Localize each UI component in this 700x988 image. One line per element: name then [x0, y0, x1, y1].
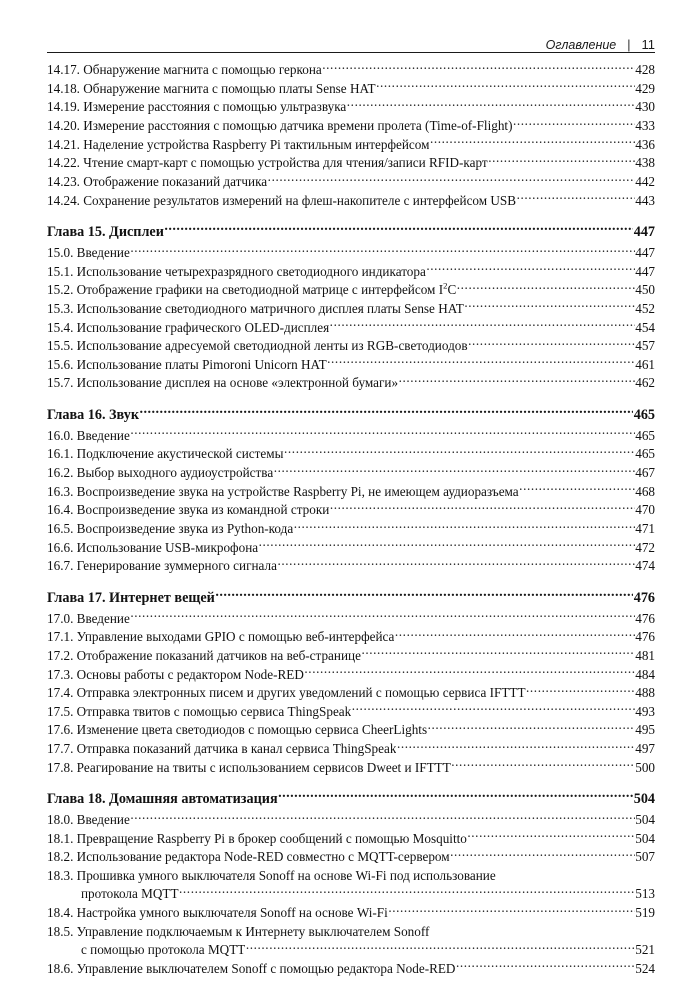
toc-entry-label-line2: с помощью протокола MQTT [81, 942, 246, 958]
toc-dot-leader [464, 300, 634, 313]
toc-entry-label: Глава 16. Звук [47, 407, 139, 424]
toc-entry-label: 16.0. Введение [47, 427, 130, 443]
running-head-page-number: 11 [641, 37, 655, 52]
toc-entry-page-number: 521 [635, 942, 655, 958]
toc-entry-label: 18.1. Превращение Raspberry Pi в брокер сообщений с помощью Mosquitto [47, 830, 467, 846]
toc-entry-page-number: 433 [635, 118, 655, 134]
toc-entry-label: 17.7. Отправка показаний датчика в канал сервиса ThingSpeak [47, 741, 397, 757]
toc-dot-leader [519, 483, 635, 496]
toc-entry-page-number: 430 [635, 99, 655, 115]
toc-entry-label: 15.5. Использование адресуемой светодиодной ленты из RGB-светодиодов [47, 338, 468, 354]
toc-dot-leader [294, 520, 635, 533]
toc-entry-page-number: 462 [635, 375, 655, 391]
toc-section-entry[interactable] [47, 520, 655, 539]
toc-section-entry[interactable] [47, 923, 655, 960]
toc-section-entry[interactable] [47, 61, 655, 80]
toc-dot-leader [179, 885, 635, 898]
toc-chapter-entry[interactable] [47, 588, 655, 608]
toc-dot-leader [330, 318, 635, 331]
header-rule [47, 52, 655, 53]
toc-section-entry[interactable] [47, 609, 655, 628]
toc-entry-label: 14.20. Измерение расстояния с помощью датчика времени пролета (Time-of-Flight) [47, 118, 513, 134]
toc-section-entry[interactable] [47, 684, 655, 703]
toc-section-entry[interactable] [47, 740, 655, 759]
toc-dot-leader [456, 960, 635, 973]
toc-chapter-entry[interactable] [47, 405, 655, 425]
toc-entry-label: Глава 15. Дисплеи [47, 224, 164, 241]
toc-entry-label: 14.22. Чтение смарт-карт с помощью устройства для чтения/записи RFID-карт [47, 155, 488, 171]
toc-entry-page-number: 497 [635, 741, 655, 757]
toc-dot-leader [395, 628, 635, 641]
toc-dot-leader [130, 244, 634, 257]
toc-section-entry[interactable] [47, 318, 655, 337]
toc-entry-label: 16.3. Воспроизведение звука на устройстве Raspberry Pi, не имеющем аудиоразъема [47, 483, 519, 499]
toc-entry-label: 17.1. Управление выходами GPIO с помощью веб-интерфейса [47, 629, 395, 645]
toc-entry-label: 15.0. Введение [47, 245, 130, 260]
toc-section-entry[interactable] [47, 647, 655, 666]
toc-section-entry[interactable] [47, 300, 655, 319]
toc-dot-leader [397, 740, 635, 753]
toc-entry-page-number: 443 [635, 192, 655, 208]
toc-dot-leader [526, 684, 635, 697]
toc-entry-page-number: 465 [635, 446, 655, 462]
toc-entry-label: 17.5. Отправка твитов с помощью сервиса ThingSpeak [47, 703, 352, 719]
toc-entry-label: 15.6. Использование платы Pimoroni Unicorn HAT [47, 356, 327, 372]
toc-entry-label: 18.6. Управление выключателем Sonoff с помощью редактора Node-RED [47, 960, 456, 976]
toc-entry-label: 14.19. Измерение расстояния с помощью ультразвука [47, 99, 347, 115]
toc-entry-label: 14.24. Сохранение результатов измерений на флеш-накопителе с интерфейсом USB [47, 192, 517, 208]
toc-entry-page-number: 481 [635, 647, 655, 663]
toc-section-entry[interactable] [47, 80, 655, 99]
toc-dot-leader [130, 609, 634, 622]
toc-entry-label: 15.7. Использование дисплея на основе «электронной бумаги» [47, 375, 399, 391]
toc-entry-page-number: 507 [635, 849, 655, 865]
toc-section-entry[interactable] [47, 867, 655, 904]
toc-entry-label: 14.21. Наделение устройства Raspberry Pi тактильным интерфейсом [47, 136, 430, 152]
toc-section-entry[interactable] [47, 557, 655, 576]
toc-entry-label: 15.4. Использование графического OLED-дисплея [47, 319, 330, 335]
toc-entry-label: 17.0. Введение [47, 610, 130, 626]
toc-dot-leader [488, 154, 635, 167]
toc-section-entry[interactable] [47, 759, 655, 778]
toc-entry-label: 16.7. Генерирование зуммерного сигнала [47, 558, 277, 574]
toc-entry-page-number: 436 [635, 136, 655, 152]
toc-section-entry[interactable] [47, 665, 655, 684]
toc-dot-leader [274, 464, 635, 477]
toc-entry-page-number: 504 [635, 812, 655, 828]
toc-dot-leader [428, 721, 635, 734]
toc-dot-leader [284, 445, 635, 458]
toc-dot-leader [399, 374, 635, 387]
toc-entry-page-number: 504 [635, 830, 655, 846]
toc-dot-leader [468, 337, 635, 350]
toc-section-entry[interactable] [47, 445, 655, 464]
toc-section-entry[interactable] [47, 173, 655, 192]
toc-dot-leader [430, 136, 635, 149]
running-head [47, 30, 655, 52]
toc-entry-page-number: 476 [633, 589, 655, 606]
toc-entry-label: 17.2. Отображение показаний датчиков на веб-странице [47, 647, 361, 663]
toc-dot-leader [352, 703, 635, 716]
toc-entry-page-number: 429 [635, 80, 655, 96]
toc-section-entry[interactable] [47, 98, 655, 117]
toc-dot-leader [322, 61, 634, 74]
toc-entry-label: 16.4. Воспроизведение звука из командной строки [47, 502, 330, 518]
table-of-contents-list [47, 61, 655, 978]
toc-entry-page-number: 500 [635, 759, 655, 775]
toc-entry-page-number: 468 [635, 483, 655, 499]
toc-entry-label: 14.18. Обнаружение магнита с помощью платы Sense HAT [47, 80, 376, 96]
toc-section-entry[interactable] [47, 703, 655, 722]
toc-entry-page-number: 524 [635, 960, 655, 976]
toc-entry-page-number: 467 [635, 465, 655, 481]
toc-section-entry[interactable] [47, 960, 655, 979]
toc-entry-page-number: 428 [635, 62, 655, 78]
toc-dot-leader [277, 557, 634, 570]
toc-section-entry[interactable] [47, 830, 655, 849]
toc-section-entry[interactable] [47, 337, 655, 356]
toc-section-entry[interactable] [47, 721, 655, 740]
toc-dot-leader [140, 405, 634, 419]
toc-entry-label: 15.2. Отображение графики на светодиодной матрице с интерфейсом $I^2C$ [47, 281, 457, 298]
toc-entry-page-number: 447 [635, 263, 655, 279]
toc-entry-label: 17.4. Отправка электронных писем и других уведомлений с помощью сервиса IFTTT [47, 685, 526, 701]
toc-section-entry[interactable] [47, 136, 655, 155]
toc-entry-page-number: 470 [635, 502, 655, 518]
toc-entry-label: 16.6. Использование USB-микрофона [47, 539, 259, 555]
toc-section-entry[interactable] [47, 427, 655, 446]
toc-entry-page-number: 452 [635, 300, 655, 316]
toc-dot-leader [259, 538, 635, 551]
toc-dot-leader [467, 830, 634, 843]
toc-section-entry[interactable] [47, 501, 655, 520]
toc-section-entry[interactable] [47, 262, 655, 281]
toc-entry-page-number: 465 [635, 427, 655, 443]
toc-dot-leader [426, 262, 634, 275]
toc-entry-page-number: 474 [635, 558, 655, 574]
toc-entry-label-line2: протокола MQTT [81, 886, 179, 902]
toc-dot-leader [450, 848, 635, 861]
toc-section-entry[interactable] [47, 244, 655, 263]
toc-entry-label: 15.1. Использование четырехразрядного светодиодного индикатора [47, 263, 426, 279]
toc-dot-leader [388, 904, 634, 917]
toc-entry-page-number: 471 [635, 521, 655, 537]
toc-section-entry[interactable] [47, 374, 655, 393]
toc-entry-page-number: 504 [633, 791, 655, 808]
toc-entry-label: 16.5. Воспроизведение звука из Python-кода [47, 521, 294, 537]
toc-dot-leader [347, 98, 635, 111]
toc-dot-leader [268, 173, 635, 186]
toc-section-entry[interactable] [47, 848, 655, 867]
toc-dot-leader [451, 759, 634, 772]
toc-chapter-entry[interactable] [47, 789, 655, 809]
toc-entry-label: 18.4. Настройка умного выключателя Sonoff на основе Wi-Fi [47, 905, 388, 921]
toc-dot-leader [361, 647, 634, 660]
toc-section-entry[interactable] [47, 811, 655, 830]
toc-entry-label: 17.8. Реагирование на твиты с использованием сервисов Dweet и IFTTT [47, 759, 451, 775]
toc-entry-page-number: 442 [635, 174, 655, 190]
toc-entry-label: 16.2. Выбор выходного аудиоустройства [47, 465, 274, 481]
toc-entry-label: 18.2. Использование редактора Node-RED совместно с MQTT-сервером [47, 849, 450, 865]
toc-entry-page-number: 450 [635, 282, 655, 298]
toc-section-entry[interactable] [47, 191, 655, 210]
toc-section-entry[interactable] [47, 117, 655, 136]
toc-entry-label: Глава 18. Домашняя автоматизация [47, 791, 278, 808]
toc-section-entry[interactable] [47, 281, 655, 300]
toc-entry-page-number: 457 [635, 338, 655, 354]
toc-entry-label: Глава 17. Интернет вещей [47, 589, 215, 606]
toc-section-entry[interactable] [47, 538, 655, 557]
toc-dot-leader [517, 191, 635, 204]
toc-section-entry[interactable] [47, 628, 655, 647]
toc-dot-leader [278, 789, 633, 803]
toc-entry-page-number: 447 [633, 224, 655, 241]
toc-entry-label: 18.0. Введение [47, 812, 130, 828]
toc-entry-page-number: 519 [635, 905, 655, 921]
toc-section-entry[interactable] [47, 904, 655, 923]
toc-dot-leader [330, 501, 635, 514]
toc-entry-label: 16.1. Подключение акустической системы [47, 446, 284, 462]
toc-dot-leader [327, 356, 635, 369]
toc-entry-label-line1: 18.5. Управление подключаемым к Интернету выключателем Sonoff [47, 923, 430, 939]
toc-entry-page-number: 488 [635, 685, 655, 701]
toc-dot-leader [164, 222, 633, 236]
toc-dot-leader [457, 281, 635, 294]
toc-dot-leader [130, 811, 634, 824]
toc-entry-page-number: 513 [635, 886, 655, 902]
toc-entry-label: 17.3. Основы работы с редактором Node-RED [47, 666, 304, 682]
toc-entry-label: 15.3. Использование светодиодного матричного дисплея платы Sense HAT [47, 300, 464, 316]
toc-entry-page-number: 461 [635, 356, 655, 372]
toc-dot-leader [513, 117, 635, 130]
toc-entry-page-number: 476 [635, 610, 655, 626]
toc-dot-leader [215, 588, 633, 602]
toc-entry-page-number: 493 [635, 703, 655, 719]
toc-entry-page-number: 476 [635, 629, 655, 645]
toc-section-entry[interactable] [47, 154, 655, 173]
toc-section-entry[interactable] [47, 483, 655, 502]
running-head-separator: | [627, 38, 631, 52]
toc-entry-page-number: 495 [635, 722, 655, 738]
toc-dot-leader [130, 427, 634, 440]
toc-entry-label: 14.17. Обнаружение магнита с помощью геркона [47, 62, 322, 78]
toc-dot-leader [304, 665, 634, 678]
toc-entry-page-number: 465 [633, 407, 655, 424]
toc-dot-leader [246, 941, 635, 954]
running-head-title: Оглавление [545, 38, 617, 52]
toc-section-entry[interactable] [47, 464, 655, 483]
toc-entry-label: 14.23. Отображение показаний датчика [47, 174, 268, 190]
toc-entry-page-number: 447 [635, 245, 655, 260]
toc-section-entry[interactable] [47, 356, 655, 375]
toc-dot-leader [376, 80, 635, 93]
toc-entry-page-number: 484 [635, 666, 655, 682]
toc-entry-label: 17.6. Изменение цвета светодиодов с помощью сервиса CheerLights [47, 722, 428, 738]
toc-chapter-entry[interactable] [47, 222, 655, 242]
toc-entry-page-number: 454 [635, 319, 655, 335]
toc-entry-label-line1: 18.3. Прошивка умного выключателя Sonoff на основе Wi-Fi под использование [47, 867, 496, 883]
toc-entry-page-number: 472 [635, 539, 655, 555]
toc-entry-page-number: 438 [635, 155, 655, 171]
